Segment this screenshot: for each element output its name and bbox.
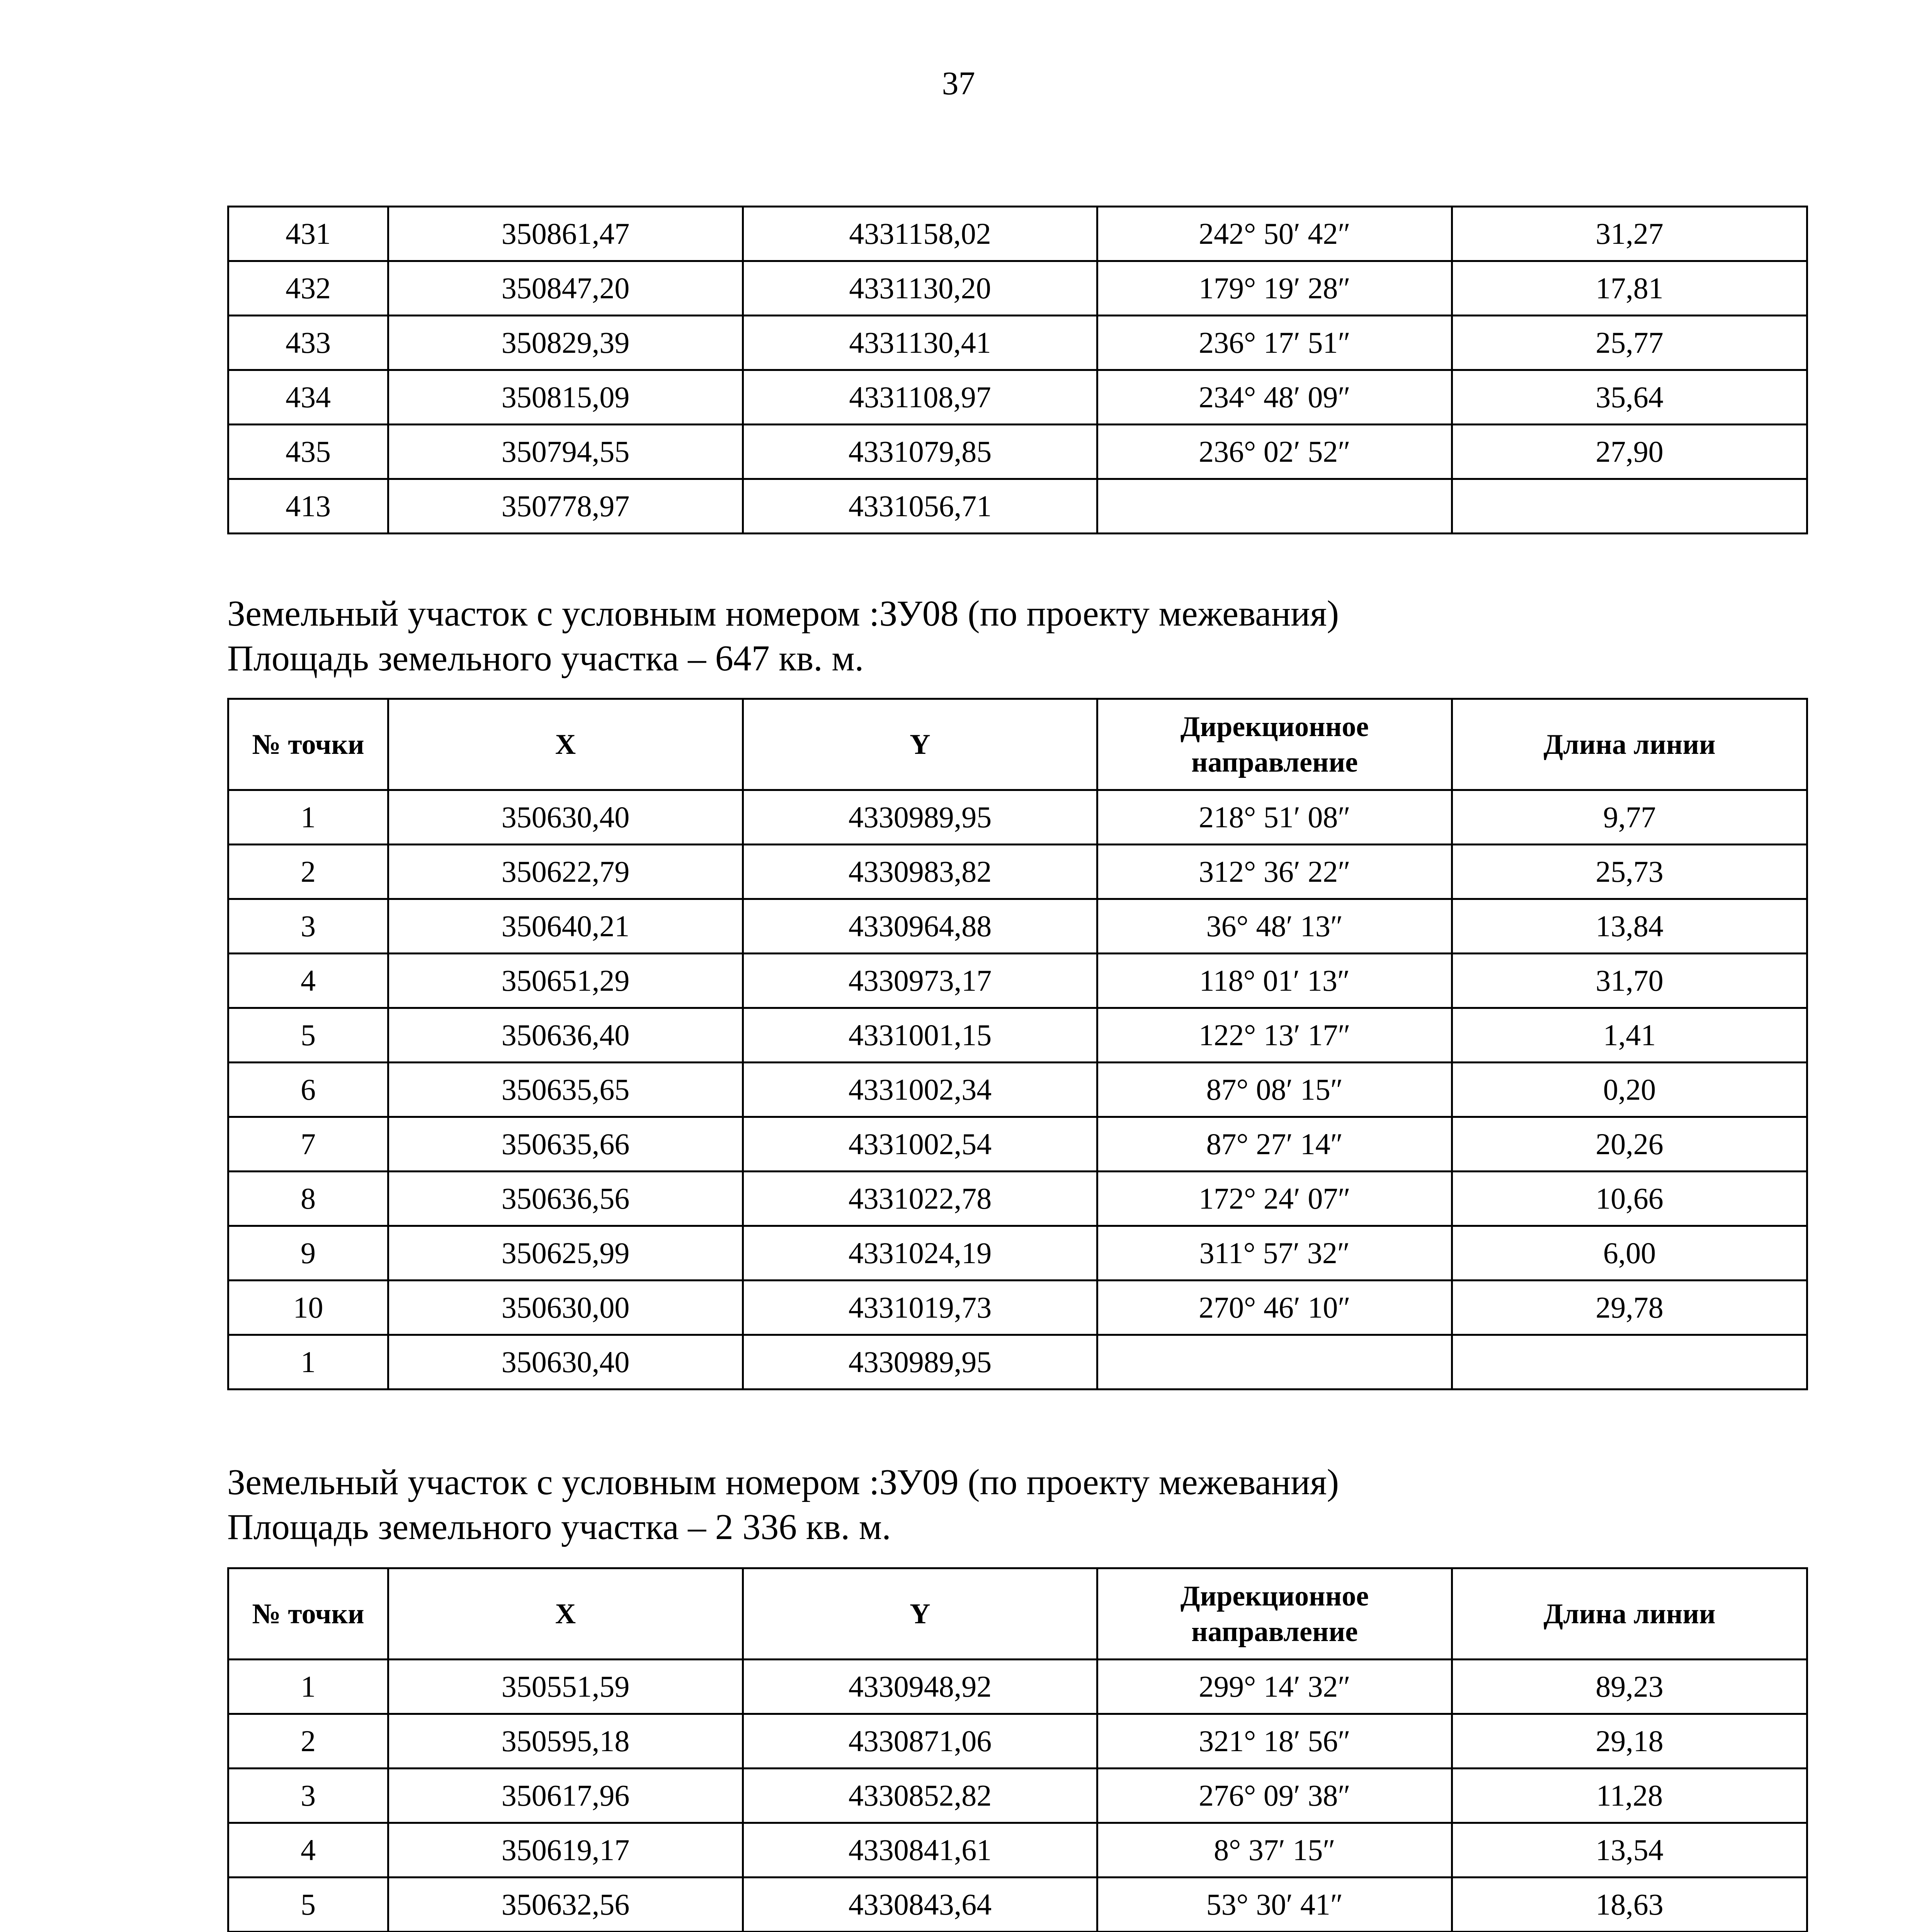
- cell-point-number: 431: [228, 207, 388, 261]
- table-row: [228, 1008, 1807, 1063]
- cell-direction: 53° 30′ 41″: [1097, 1878, 1452, 1932]
- table-row: [228, 1823, 1807, 1878]
- cell-direction: 87° 27′ 14″: [1097, 1117, 1452, 1172]
- cell-y: 4330852,82: [743, 1769, 1097, 1823]
- table-row: [228, 1172, 1807, 1226]
- cell-y: 4331024,19: [743, 1226, 1097, 1281]
- cell-length: 9,77: [1452, 790, 1807, 845]
- cell-direction: 270° 46′ 10″: [1097, 1281, 1452, 1335]
- table-row: [228, 370, 1807, 425]
- cell-direction: [1097, 1335, 1452, 1389]
- cell-y: 4331019,73: [743, 1281, 1097, 1335]
- cell-length: 31,27: [1452, 207, 1807, 261]
- cell-point-number: 4: [228, 1823, 388, 1878]
- cell-length: 89,23: [1452, 1660, 1807, 1714]
- cell-length: 29,18: [1452, 1714, 1807, 1769]
- cell-length: 31,70: [1452, 954, 1807, 1008]
- table-row: [228, 954, 1807, 1008]
- cell-direction: 118° 01′ 13″: [1097, 954, 1452, 1008]
- table-row: [228, 1063, 1807, 1117]
- plot-zu08-caption: [227, 591, 1339, 681]
- cell-y: 4331130,20: [743, 261, 1097, 316]
- cell-point-number: 432: [228, 261, 388, 316]
- table-row: [228, 1117, 1807, 1172]
- cell-direction: 299° 14′ 32″: [1097, 1660, 1452, 1714]
- cell-x: 350636,56: [388, 1172, 743, 1226]
- cell-point-number: 413: [228, 479, 388, 534]
- plot-zu08-title: Земельный участок с условным номером :ЗУ08 (по проекту межевания): [227, 594, 1339, 634]
- cell-y: 4330989,95: [743, 1335, 1097, 1389]
- table-row: [228, 899, 1807, 954]
- cell-point-number: 10: [228, 1281, 388, 1335]
- cell-point-number: 433: [228, 316, 388, 370]
- cell-y: 4331079,85: [743, 425, 1097, 479]
- cell-y: 4331056,71: [743, 479, 1097, 534]
- table-row: [228, 1769, 1807, 1823]
- cell-x: 350625,99: [388, 1226, 743, 1281]
- header-y: Y: [743, 1568, 1097, 1660]
- cell-direction: [1097, 479, 1452, 534]
- cell-x: 350622,79: [388, 845, 743, 899]
- cell-y: 4331022,78: [743, 1172, 1097, 1226]
- cell-length: 1,41: [1452, 1008, 1807, 1063]
- cell-length: 13,84: [1452, 899, 1807, 954]
- cell-direction: 242° 50′ 42″: [1097, 207, 1452, 261]
- cell-x: 350630,00: [388, 1281, 743, 1335]
- cell-x: 350630,40: [388, 1335, 743, 1389]
- table-header-row: [228, 1568, 1807, 1660]
- cell-length: 25,77: [1452, 316, 1807, 370]
- cell-point-number: 1: [228, 790, 388, 845]
- cell-length: 18,63: [1452, 1878, 1807, 1932]
- cell-direction: 87° 08′ 15″: [1097, 1063, 1452, 1117]
- cell-point-number: 2: [228, 1714, 388, 1769]
- table-row: [228, 1660, 1807, 1714]
- cell-point-number: 9: [228, 1226, 388, 1281]
- table-row: [228, 1226, 1807, 1281]
- cell-y: 4331001,15: [743, 1008, 1097, 1063]
- cell-length: 10,66: [1452, 1172, 1807, 1226]
- cell-point-number: 2: [228, 845, 388, 899]
- header-direction-line1: Дирекционное: [1180, 1580, 1369, 1612]
- cell-x: 350778,97: [388, 479, 743, 534]
- header-direction: [1097, 1568, 1452, 1660]
- table-row: [228, 1335, 1807, 1389]
- page-number: 37: [942, 65, 975, 102]
- cell-x: 350829,39: [388, 316, 743, 370]
- cell-direction: 311° 57′ 32″: [1097, 1226, 1452, 1281]
- cell-length: 25,73: [1452, 845, 1807, 899]
- cell-point-number: 1: [228, 1335, 388, 1389]
- cell-length: 20,26: [1452, 1117, 1807, 1172]
- cell-x: 350635,66: [388, 1117, 743, 1172]
- cell-x: 350861,47: [388, 207, 743, 261]
- plot-zu09-title: Земельный участок с условным номером :ЗУ09 (по проекту межевания): [227, 1462, 1339, 1502]
- table-row: [228, 479, 1807, 534]
- plot-zu08-area: Площадь земельного участка – 647 кв. м.: [227, 638, 864, 679]
- cell-point-number: 1: [228, 1660, 388, 1714]
- cell-x: 350636,40: [388, 1008, 743, 1063]
- cell-direction: 321° 18′ 56″: [1097, 1714, 1452, 1769]
- cell-y: 4330983,82: [743, 845, 1097, 899]
- cell-point-number: 5: [228, 1878, 388, 1932]
- cell-x: 350794,55: [388, 425, 743, 479]
- table-row: [228, 790, 1807, 845]
- cell-x: 350617,96: [388, 1769, 743, 1823]
- table-row: [228, 1281, 1807, 1335]
- cell-length: 17,81: [1452, 261, 1807, 316]
- cell-length: 27,90: [1452, 425, 1807, 479]
- cell-x: 350619,17: [388, 1823, 743, 1878]
- cell-x: 350551,59: [388, 1660, 743, 1714]
- header-x: X: [388, 699, 743, 790]
- cell-y: 4330871,06: [743, 1714, 1097, 1769]
- header-direction-line1: Дирекционное: [1180, 711, 1369, 743]
- table-header-row: [228, 699, 1807, 790]
- header-direction: [1097, 699, 1452, 790]
- header-length: Длина линии: [1452, 1568, 1807, 1660]
- cell-direction: 8° 37′ 15″: [1097, 1823, 1452, 1878]
- cell-x: 350651,29: [388, 954, 743, 1008]
- cell-length: 29,78: [1452, 1281, 1807, 1335]
- cell-length: 35,64: [1452, 370, 1807, 425]
- cell-length: 6,00: [1452, 1226, 1807, 1281]
- cell-x: 350815,09: [388, 370, 743, 425]
- cell-point-number: 434: [228, 370, 388, 425]
- cell-point-number: 8: [228, 1172, 388, 1226]
- cell-direction: 234° 48′ 09″: [1097, 370, 1452, 425]
- cell-direction: 122° 13′ 17″: [1097, 1008, 1452, 1063]
- table-row: [228, 207, 1807, 261]
- cell-x: 350847,20: [388, 261, 743, 316]
- table-row: [228, 261, 1807, 316]
- cell-y: 4330989,95: [743, 790, 1097, 845]
- cell-direction: 172° 24′ 07″: [1097, 1172, 1452, 1226]
- cell-y: 4330843,64: [743, 1878, 1097, 1932]
- cell-y: 4331158,02: [743, 207, 1097, 261]
- header-point: № точки: [228, 699, 388, 790]
- cell-direction: 179° 19′ 28″: [1097, 261, 1452, 316]
- cell-y: 4330948,92: [743, 1660, 1097, 1714]
- cell-direction: 276° 09′ 38″: [1097, 1769, 1452, 1823]
- cell-y: 4331130,41: [743, 316, 1097, 370]
- cell-y: 4331002,54: [743, 1117, 1097, 1172]
- cell-direction: 236° 17′ 51″: [1097, 316, 1452, 370]
- header-length: Длина линии: [1452, 699, 1807, 790]
- cell-direction: 312° 36′ 22″: [1097, 845, 1452, 899]
- plot-zu09-caption: [227, 1460, 1339, 1549]
- cell-point-number: 435: [228, 425, 388, 479]
- cell-y: 4331002,34: [743, 1063, 1097, 1117]
- cell-length: [1452, 479, 1807, 534]
- plot-zu09-coordinates-table: [227, 1567, 1808, 1932]
- cell-y: 4330973,17: [743, 954, 1097, 1008]
- cell-x: 350595,18: [388, 1714, 743, 1769]
- header-y: Y: [743, 699, 1097, 790]
- cell-x: 350640,21: [388, 899, 743, 954]
- cell-point-number: 5: [228, 1008, 388, 1063]
- table-row: [228, 316, 1807, 370]
- cell-point-number: 3: [228, 899, 388, 954]
- cell-x: 350630,40: [388, 790, 743, 845]
- header-direction-line2: направление: [1191, 1616, 1358, 1648]
- cell-direction: 218° 51′ 08″: [1097, 790, 1452, 845]
- header-point: № точки: [228, 1568, 388, 1660]
- coordinates-table-continued: [227, 206, 1808, 534]
- cell-point-number: 3: [228, 1769, 388, 1823]
- cell-point-number: 7: [228, 1117, 388, 1172]
- table-row: [228, 1714, 1807, 1769]
- cell-length: 11,28: [1452, 1769, 1807, 1823]
- table-row: [228, 425, 1807, 479]
- header-x: X: [388, 1568, 743, 1660]
- cell-x: 350632,56: [388, 1878, 743, 1932]
- cell-length: [1452, 1335, 1807, 1389]
- cell-y: 4330964,88: [743, 899, 1097, 954]
- table-row: [228, 845, 1807, 899]
- cell-point-number: 6: [228, 1063, 388, 1117]
- header-direction-line2: направление: [1191, 746, 1358, 778]
- plot-zu08-coordinates-table: [227, 698, 1808, 1390]
- cell-direction: 36° 48′ 13″: [1097, 899, 1452, 954]
- cell-length: 13,54: [1452, 1823, 1807, 1878]
- cell-x: 350635,65: [388, 1063, 743, 1117]
- table-row: [228, 1878, 1807, 1932]
- cell-y: 4330841,61: [743, 1823, 1097, 1878]
- plot-zu09-area: Площадь земельного участка – 2 336 кв. м.: [227, 1507, 891, 1547]
- cell-direction: 236° 02′ 52″: [1097, 425, 1452, 479]
- cell-point-number: 4: [228, 954, 388, 1008]
- cell-length: 0,20: [1452, 1063, 1807, 1117]
- cell-y: 4331108,97: [743, 370, 1097, 425]
